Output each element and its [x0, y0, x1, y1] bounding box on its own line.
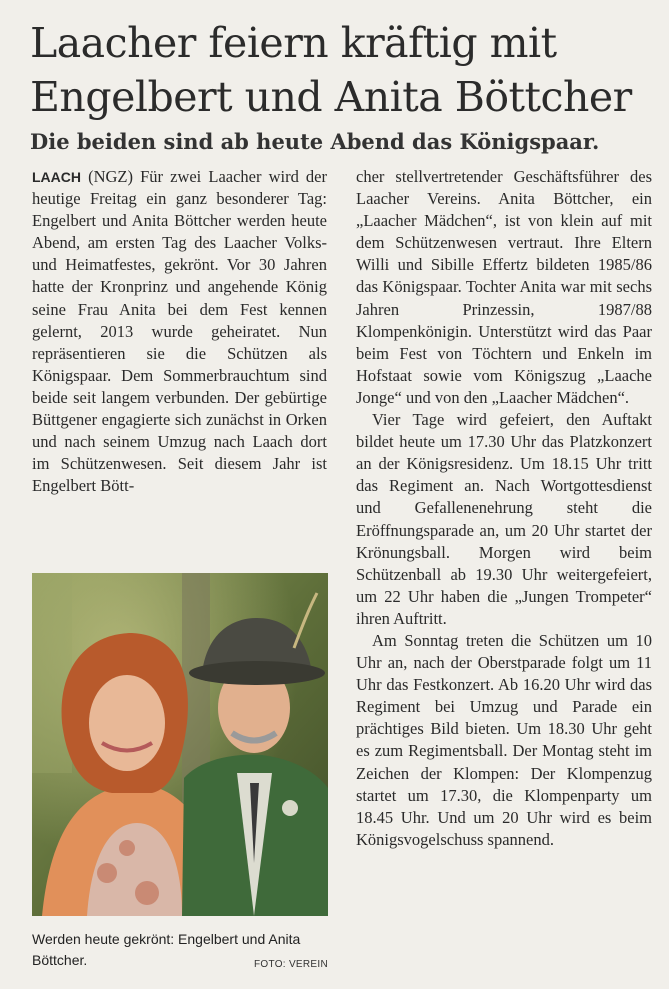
couple-photo: [32, 573, 328, 916]
dateline: LAACH: [32, 169, 81, 185]
headline: Laacher feiern kräftig mit Engelbert und Anita Böttcher: [30, 19, 632, 121]
article-column-right: [356, 166, 652, 851]
lead-text: (NGZ) Für zwei Laacher wird der heutige Freitag ein ganz besonderer Tag: Engelbert und Anita Böttcher werden heute Abend, am ersten Tag des Laacher Volks- und Heimatfestes, gekrönt. Vor 30 Jahren hatte der Kronprinz und angehende König seine Frau Anita bei dem Fest kennen gelernt, 2013 wurde geheiratet. Nun repräsentieren sie die Schützen als Königspaar. Dem Sommerbrauchtum sind beide seit langem verbunden. Der gebürtige Büttgener engagierte sich zunächst in Orken und nach seinem Umzug nach Laach dort im Schützenwesen. Seit diesem Jahr ist Engelbert Bött-: [32, 167, 327, 496]
paragraph-sunday: Am Sonntag treten die Schützen um 10 Uhr an, nach der Oberstparade folgt um 11 Uhr das Festkonzert. Ab 16.20 Uhr wird das Regiment bei Umzug und Parade ein prächtiges Bild bieten. Um 18.30 Uhr geht es zum Regimentsball. Der Montag steht im Zeichen der Klompen: Der Klompenzug startet um 17.30, die Klompenparty um 18.45 Uhr. Und um 20 Uhr wird es beim Königsvogelschuss spannend.: [356, 630, 652, 849]
subheadline: Die beiden sind ab heute Abend das Königspaar.: [30, 129, 600, 154]
lead-paragraph: [32, 166, 327, 497]
caption-text: Werden heute gekrönt: Engelbert und Anita Böttcher.: [32, 931, 301, 968]
paragraph-continuation: cher stellvertretender Geschäftsführer des Laacher Vereins. Anita Böttcher, ein „Laacher Mädchen“, ist von klein auf mit dem Schützenwesen vertraut. Ihre Eltern Willi und Sibille Effertz bildeten 1985/86 das Königspaar. Tochter Anita war mit sechs Jahren Prinzessin, 1987/88 Klompenkönigin. Unterstützt wird das Paar beim Fest von Töchtern und Enkeln im Hofstaat sowie vom Königszug „Laache Jonge“ und von den „Laacher Mädchen“.: [356, 167, 652, 407]
article-column-left: [32, 166, 327, 497]
paragraph-schedule: Vier Tage wird gefeiert, den Auftakt bildet heute um 17.30 Uhr das Platzkonzert an der Königsresidenz. Um 18.15 Uhr tritt das Regiment an. Nach Wortgottesdienst und Gefallenenehrung steht die Eröffnungsparade an, um 20 Uhr startet der Krönungsball. Morgen wird beim Schützenball ab 19.30 Uhr weitergefeiert, um 22 Uhr haben die „Jungen Trompeter“ ihren Auftritt.: [356, 410, 652, 628]
photo-caption: [32, 929, 328, 971]
photo-credit: FOTO: VEREIN: [254, 959, 328, 970]
